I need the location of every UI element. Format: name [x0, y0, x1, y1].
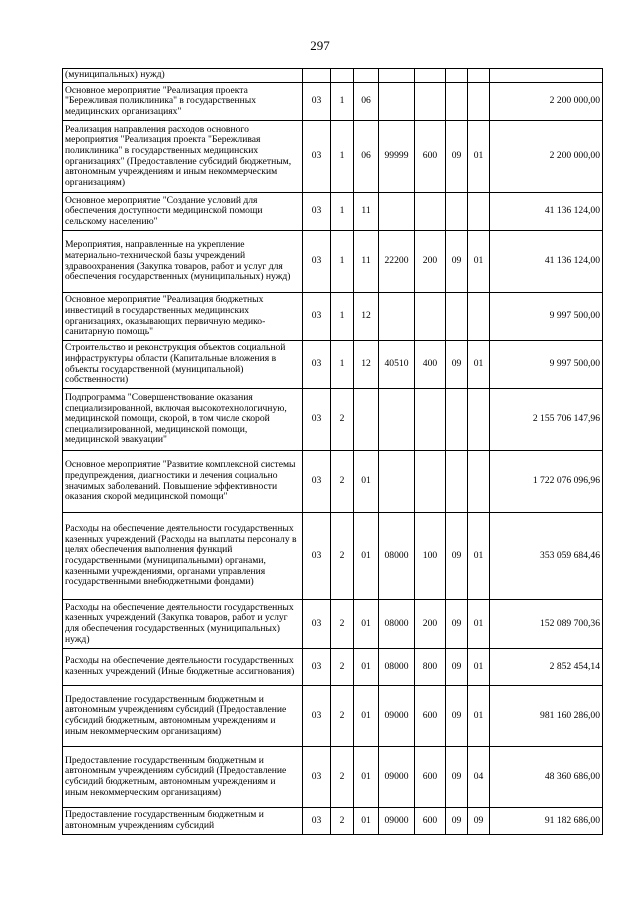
direction-code-cell: 08000 [379, 649, 415, 686]
subprogram-code-cell: 2 [331, 808, 354, 835]
amount-cell: 91 182 686,00 [490, 808, 603, 835]
expense-type-cell [415, 451, 446, 513]
amount-cell: 2 852 454,14 [490, 649, 603, 686]
section-code-cell [446, 83, 468, 121]
subprogram-code-cell: 2 [331, 389, 354, 451]
amount-cell: 2 200 000,00 [490, 83, 603, 121]
activity-code-cell: 01 [354, 600, 379, 649]
amount-cell: 981 160 286,00 [490, 686, 603, 747]
direction-code-cell [379, 389, 415, 451]
row-name-cell: Основное мероприятие "Реализация бюджетных инвестиций в государственных медицинских организациях, оказывающих первичную медико-санитарную помощь" [63, 293, 303, 341]
activity-code-cell [354, 389, 379, 451]
section-code-cell: 09 [446, 747, 468, 808]
table-row [63, 83, 603, 121]
direction-code-cell: 40510 [379, 341, 415, 389]
subsection-code-cell [468, 83, 490, 121]
direction-code-cell: 09000 [379, 808, 415, 835]
amount-cell: 48 360 686,00 [490, 747, 603, 808]
subsection-code-cell: 01 [468, 121, 490, 193]
section-code-cell: 09 [446, 649, 468, 686]
amount-cell: 152 089 700,36 [490, 600, 603, 649]
table-row [63, 389, 603, 451]
expense-type-cell: 600 [415, 121, 446, 193]
section-code-cell: 09 [446, 341, 468, 389]
expense-type-cell: 100 [415, 513, 446, 600]
row-name-cell: Предоставление государственным бюджетным и автономным учреждениям субсидий (Предоставление субсидий бюджетным, автономным учреждениям и иным некоммерческим организациям) [63, 686, 303, 747]
row-name-cell: Расходы на обеспечение деятельности государственных казенных учреждений (Закупка товаров, работ и услуг для обеспечения государственных (муниципальных) нужд) [63, 600, 303, 649]
section-code-cell: 09 [446, 808, 468, 835]
table-row [63, 69, 603, 83]
activity-code-cell: 01 [354, 686, 379, 747]
budget-table [62, 68, 603, 835]
table-row [63, 600, 603, 649]
activity-code-cell: 11 [354, 231, 379, 293]
amount-cell: 9 997 500,00 [490, 293, 603, 341]
direction-code-cell [379, 293, 415, 341]
table-row [63, 341, 603, 389]
table-row [63, 808, 603, 835]
activity-code-cell: 12 [354, 293, 379, 341]
subprogram-code-cell: 2 [331, 649, 354, 686]
row-name-cell: Предоставление государственным бюджетным и автономным учреждениям субсидий [63, 808, 303, 835]
section-code-cell: 09 [446, 231, 468, 293]
table-row [63, 293, 603, 341]
activity-code-cell [354, 69, 379, 83]
activity-code-cell: 01 [354, 747, 379, 808]
table-body [63, 69, 603, 835]
section-code-cell [446, 451, 468, 513]
direction-code-cell: 08000 [379, 600, 415, 649]
amount-cell: 353 059 684,46 [490, 513, 603, 600]
gp-code-cell: 03 [303, 293, 331, 341]
expense-type-cell: 400 [415, 341, 446, 389]
subprogram-code-cell: 2 [331, 451, 354, 513]
subprogram-code-cell: 1 [331, 83, 354, 121]
activity-code-cell: 12 [354, 341, 379, 389]
subsection-code-cell: 01 [468, 686, 490, 747]
gp-code-cell: 03 [303, 231, 331, 293]
expense-type-cell [415, 69, 446, 83]
gp-code-cell: 03 [303, 83, 331, 121]
subprogram-code-cell: 1 [331, 341, 354, 389]
section-code-cell: 09 [446, 121, 468, 193]
subprogram-code-cell: 1 [331, 121, 354, 193]
row-name-cell: Основное мероприятие "Развитие комплексной системы предупреждения, диагностики и лечения социально значимых заболеваний. Повышение эффективности оказания скорой медицинской помощи" [63, 451, 303, 513]
direction-code-cell [379, 83, 415, 121]
direction-code-cell: 99999 [379, 121, 415, 193]
expense-type-cell [415, 193, 446, 231]
amount-cell: 2 200 000,00 [490, 121, 603, 193]
section-code-cell [446, 293, 468, 341]
gp-code-cell: 03 [303, 513, 331, 600]
row-name-cell: Строительство и реконструкция объектов социальной инфраструктуры области (Капитальные вложения в объекты государственной (муниципальной) собственности) [63, 341, 303, 389]
expense-type-cell: 800 [415, 649, 446, 686]
row-name-cell: Мероприятия, направленные на укрепление материально-технической базы учреждений здравоохранения (Закупка товаров, работ и услуг для обеспечения государственных (муниципальных) нужд) [63, 231, 303, 293]
table-row [63, 193, 603, 231]
subsection-code-cell: 01 [468, 600, 490, 649]
gp-code-cell: 03 [303, 600, 331, 649]
subsection-code-cell [468, 293, 490, 341]
gp-code-cell: 03 [303, 808, 331, 835]
row-name-cell: Расходы на обеспечение деятельности государственных казенных учреждений (Иные бюджетные ассигнования) [63, 649, 303, 686]
direction-code-cell [379, 69, 415, 83]
table-row [63, 451, 603, 513]
table-row [63, 231, 603, 293]
expense-type-cell [415, 389, 446, 451]
row-name-cell: Подпрограмма "Совершенствование оказания специализированной, включая высокотехнологичную, медицинской помощи, скорой, в том числе скорой специализированной, медицинской помощи, медицинской эвакуации" [63, 389, 303, 451]
activity-code-cell: 01 [354, 513, 379, 600]
section-code-cell: 09 [446, 513, 468, 600]
amount-cell: 9 997 500,00 [490, 341, 603, 389]
gp-code-cell: 03 [303, 747, 331, 808]
subprogram-code-cell: 1 [331, 293, 354, 341]
row-name-cell: Реализация направления расходов основного мероприятия "Реализация проекта "Бережливая поликлиника" в государственных медицинских организациях" (Предоставление субсидий бюджетным, автономным учреждениям и иным некоммерческим организациям) [63, 121, 303, 193]
section-code-cell [446, 389, 468, 451]
expense-type-cell: 600 [415, 808, 446, 835]
section-code-cell: 09 [446, 600, 468, 649]
table-row [63, 747, 603, 808]
direction-code-cell [379, 193, 415, 231]
subsection-code-cell: 04 [468, 747, 490, 808]
subsection-code-cell [468, 193, 490, 231]
table-row [63, 649, 603, 686]
expense-type-cell [415, 293, 446, 341]
subsection-code-cell [468, 389, 490, 451]
expense-type-cell: 200 [415, 600, 446, 649]
expense-type-cell: 200 [415, 231, 446, 293]
amount-cell: 41 136 124,00 [490, 231, 603, 293]
subprogram-code-cell: 2 [331, 686, 354, 747]
gp-code-cell: 03 [303, 649, 331, 686]
row-name-cell: Предоставление государственным бюджетным и автономным учреждениям субсидий (Предоставление субсидий бюджетным, автономным учреждениям и иным некоммерческим организациям) [63, 747, 303, 808]
gp-code-cell: 03 [303, 121, 331, 193]
activity-code-cell: 11 [354, 193, 379, 231]
direction-code-cell: 09000 [379, 686, 415, 747]
row-name-cell: Основное мероприятие "Реализация проекта "Бережливая поликлиника" в государственных медицинских организациях" [63, 83, 303, 121]
subprogram-code-cell: 2 [331, 513, 354, 600]
subsection-code-cell: 01 [468, 649, 490, 686]
row-name-cell: (муниципальных) нужд) [63, 69, 303, 83]
subsection-code-cell: 01 [468, 513, 490, 600]
subprogram-code-cell: 1 [331, 231, 354, 293]
gp-code-cell: 03 [303, 193, 331, 231]
gp-code-cell [303, 69, 331, 83]
subsection-code-cell: 01 [468, 231, 490, 293]
subsection-code-cell [468, 69, 490, 83]
table-row [63, 121, 603, 193]
direction-code-cell [379, 451, 415, 513]
section-code-cell [446, 193, 468, 231]
section-code-cell [446, 69, 468, 83]
gp-code-cell: 03 [303, 451, 331, 513]
amount-cell: 41 136 124,00 [490, 193, 603, 231]
gp-code-cell: 03 [303, 686, 331, 747]
subprogram-code-cell: 2 [331, 600, 354, 649]
subsection-code-cell: 01 [468, 341, 490, 389]
amount-cell: 2 155 706 147,96 [490, 389, 603, 451]
direction-code-cell: 09000 [379, 747, 415, 808]
activity-code-cell: 06 [354, 83, 379, 121]
subprogram-code-cell: 2 [331, 747, 354, 808]
activity-code-cell: 01 [354, 451, 379, 513]
subsection-code-cell [468, 451, 490, 513]
direction-code-cell: 08000 [379, 513, 415, 600]
table-row [63, 686, 603, 747]
row-name-cell: Основное мероприятие "Создание условий для обеспечения доступности медицинской помощи сельскому населению" [63, 193, 303, 231]
expense-type-cell: 600 [415, 686, 446, 747]
activity-code-cell: 01 [354, 649, 379, 686]
amount-cell: 1 722 076 096,96 [490, 451, 603, 513]
gp-code-cell: 03 [303, 341, 331, 389]
expense-type-cell: 600 [415, 747, 446, 808]
subsection-code-cell: 09 [468, 808, 490, 835]
table-row [63, 513, 603, 600]
section-code-cell: 09 [446, 686, 468, 747]
row-name-cell: Расходы на обеспечение деятельности государственных казенных учреждений (Расходы на выплаты персоналу в целях обеспечения выполнения функций государственными (муниципальными) органами, казенными учреждениями, органами управления государственными внебюджетными фондами) [63, 513, 303, 600]
subprogram-code-cell [331, 69, 354, 83]
subprogram-code-cell: 1 [331, 193, 354, 231]
page-number: 297 [310, 38, 330, 53]
amount-cell [490, 69, 603, 83]
gp-code-cell: 03 [303, 389, 331, 451]
activity-code-cell: 06 [354, 121, 379, 193]
direction-code-cell: 22200 [379, 231, 415, 293]
expense-type-cell [415, 83, 446, 121]
activity-code-cell: 01 [354, 808, 379, 835]
